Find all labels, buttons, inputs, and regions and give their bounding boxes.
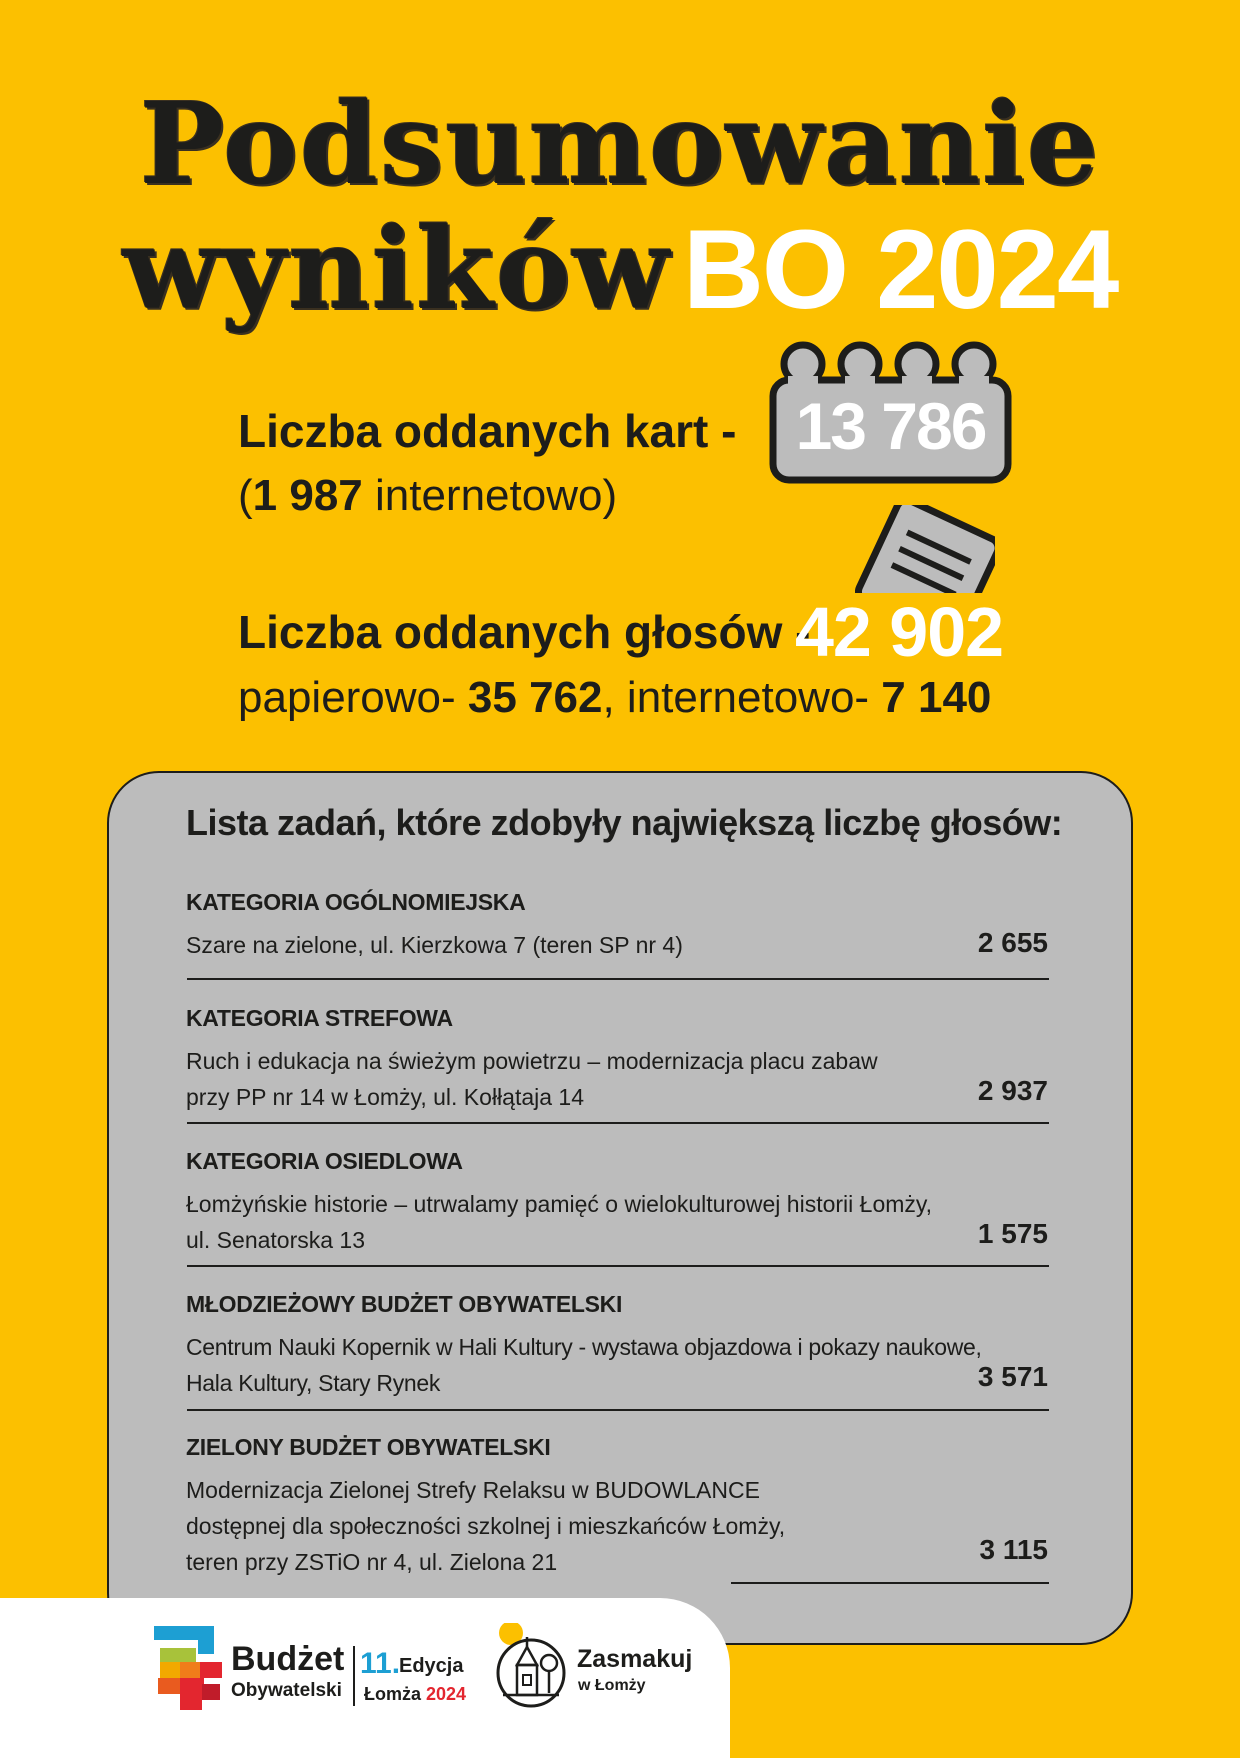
category-title: KATEGORIA STREFOWA: [186, 1005, 453, 1031]
description-line: ul. Senatorska 13: [186, 1227, 366, 1253]
edition-city-name: Łomża: [364, 1684, 427, 1704]
ballot-icon: [855, 505, 995, 593]
category-title: KATEGORIA OSIEDLOWA: [186, 1148, 463, 1174]
cards-internet-number: 1 987: [252, 471, 363, 520]
votes-paper-number: 35 762: [467, 673, 603, 722]
category-votes: 2 655: [977, 927, 1048, 958]
category-description: [186, 1472, 946, 1580]
logo-separator: [353, 1646, 355, 1706]
description-line: Centrum Nauki Kopernik w Hali Kultury - wystawa objazdowa i pokazy naukowe,: [186, 1334, 982, 1360]
category-zielony: [186, 1432, 1048, 1580]
votes-internet-number: 7 140: [881, 673, 992, 722]
category-description: [186, 1043, 946, 1115]
divider: [187, 1265, 1049, 1267]
votes-paper-label: papierowo-: [238, 673, 468, 722]
w-lomzy-word: w Łomży: [578, 1677, 646, 1694]
cards-internet-line: [238, 471, 617, 521]
category-ogolnomiejska: [186, 887, 1048, 963]
votes-breakdown: [238, 673, 991, 723]
category-title: KATEGORIA OGÓLNOMIEJSKA: [186, 889, 526, 915]
category-votes: 3 115: [979, 1534, 1048, 1565]
description-line: dostępnej dla społeczności szkolnej i mieszkańców Łomży,: [186, 1513, 786, 1539]
zasmakuj-word: Zasmakuj: [577, 1645, 693, 1673]
category-description: [186, 1186, 986, 1258]
description-line: Modernizacja Zielonej Strefy Relaksu w BUDOWLANCE: [186, 1477, 760, 1503]
divider: [731, 1582, 1049, 1584]
category-osiedlowa: [186, 1146, 1048, 1258]
votes-label: Liczba oddanych głosów -: [238, 606, 811, 658]
edition-number: 11.: [360, 1647, 401, 1680]
category-votes: 1 575: [977, 1218, 1048, 1249]
budzet-word: Budżet: [231, 1640, 345, 1678]
category-title: MŁODZIEŻOWY BUDŻET OBYWATELSKI: [186, 1291, 623, 1317]
cards-sub-text: internetowo): [362, 471, 618, 520]
budzet-obywatelski-logo-icon: [150, 1624, 225, 1712]
description-line: Hala Kultury, Stary Rynek: [186, 1370, 441, 1396]
zasmakuj-logo-icon: [493, 1623, 567, 1709]
category-votes: 2 937: [977, 1075, 1048, 1106]
results-title: Lista zadań, które zdobyły największą liczbę głosów:: [186, 802, 1063, 843]
divider: [187, 1409, 1049, 1411]
cards-label: Liczba oddanych kart -: [238, 405, 737, 457]
title-wynikow: wyników: [122, 204, 671, 335]
category-description: [186, 1329, 1006, 1401]
cards-sub-open: (: [238, 471, 253, 520]
category-title: ZIELONY BUDŻET OBYWATELSKI: [186, 1434, 551, 1460]
edition-year: 2024: [426, 1684, 467, 1704]
cards-number: 13 786: [795, 389, 986, 463]
category-strefowa: [186, 1003, 1048, 1115]
edition-city: [364, 1684, 466, 1705]
divider: [187, 1122, 1049, 1124]
votes-number: 42 902: [795, 593, 1004, 671]
description-line: teren przy ZSTiO nr 4, ul. Zielona 21: [186, 1549, 558, 1575]
category-votes: 3 571: [977, 1361, 1048, 1392]
title-line-2: [0, 204, 1240, 335]
votes-internet-label: , internetowo-: [602, 673, 882, 722]
description-line: Ruch i edukacja na świeżym powietrzu – modernizacja placu zabaw: [186, 1048, 878, 1074]
description-line: Łomżyńskie historie – utrwalamy pamięć o wielokulturowej historii Łomży,: [186, 1191, 933, 1217]
title-bo-2024: BO 2024: [682, 207, 1118, 332]
obywatelski-word: Obywatelski: [231, 1680, 342, 1701]
divider: [187, 978, 1049, 980]
description-line: Szare na zielone, ul. Kierzkowa 7 (teren SP nr 4): [186, 932, 683, 958]
category-description: [186, 927, 946, 963]
category-mlodziezowy: [186, 1289, 1048, 1401]
edition-word: Edycja: [399, 1655, 464, 1677]
description-line: przy PP nr 14 w Łomży, ul. Kołłątaja 14: [186, 1084, 585, 1110]
title-line-1: Podsumowanie: [139, 79, 1101, 210]
